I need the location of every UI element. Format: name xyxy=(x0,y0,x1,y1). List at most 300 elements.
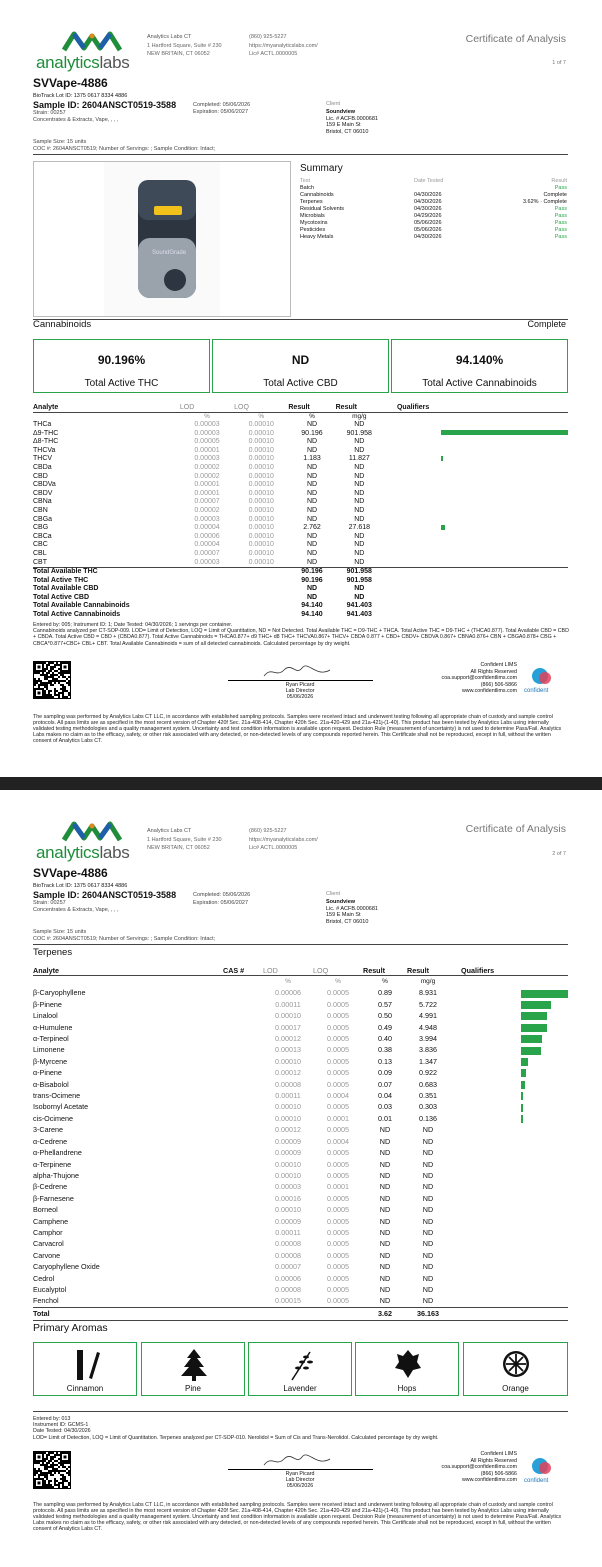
terp-loq: 0.0005 xyxy=(327,1056,349,1066)
qr-module xyxy=(50,1484,52,1486)
cann-result-mg: ND xyxy=(354,549,365,557)
total-active-thc-value: 90.196% xyxy=(97,353,146,367)
confident-line3: coa.support@confidentlims.com xyxy=(441,675,517,681)
qr-module xyxy=(68,1462,70,1464)
qr-module xyxy=(62,696,64,698)
signature-date: 05/06/2026 xyxy=(286,1483,314,1490)
cann-result-pct: 1.183 xyxy=(303,455,321,463)
qr-module xyxy=(64,688,66,690)
terp-loq: 0.0005 xyxy=(327,1250,349,1260)
terp-qualifier-cell xyxy=(449,1022,568,1033)
qr-module xyxy=(48,682,50,684)
qr-module xyxy=(62,680,64,682)
terp-loq: 0.0005 xyxy=(327,1205,349,1215)
cann-lod: 0.00004 xyxy=(194,541,220,549)
cann-result-pct: ND xyxy=(306,446,318,454)
qr-module xyxy=(62,1464,64,1466)
terp-qualifier-cell xyxy=(449,1101,568,1112)
cann-lod: 0.00002 xyxy=(194,506,220,514)
terpene-row xyxy=(33,1193,568,1204)
qr-module xyxy=(62,1470,64,1472)
cannabinoid-row xyxy=(33,516,568,525)
aroma-label-hops: Hops xyxy=(397,1384,417,1393)
qr-module xyxy=(58,1472,60,1474)
qr-module xyxy=(50,1460,52,1462)
terpene-row xyxy=(33,1250,568,1261)
cann-total-mg: 901.958 xyxy=(346,576,372,584)
confident-logo xyxy=(524,666,560,702)
qr-module xyxy=(50,666,52,668)
qr-module xyxy=(58,696,60,698)
cannabinoids-status: Complete xyxy=(527,319,566,329)
qr-module xyxy=(66,690,68,692)
terp-result-bar xyxy=(521,1092,523,1100)
summary-header-result: Result xyxy=(551,178,567,184)
cann-analyte: CBC xyxy=(33,541,48,549)
qr-module xyxy=(58,664,60,666)
qr-module xyxy=(44,682,46,684)
terp-loq: 0.0005 xyxy=(327,1170,349,1180)
sample-id: Sample ID: 2604ANSCT0519-3588 xyxy=(33,100,177,110)
terp-result-pct: ND xyxy=(379,1216,391,1226)
qr-module xyxy=(52,1468,54,1470)
qr-module xyxy=(54,678,56,680)
terp-loq: 0.0005 xyxy=(327,1284,349,1294)
qr-finder-center xyxy=(38,666,41,669)
terp-analyte: Fenchol xyxy=(33,1296,59,1306)
cann-header-result-pct: Result xyxy=(288,404,310,411)
qr-code[interactable] xyxy=(33,661,71,699)
cann-result-mg: ND xyxy=(354,481,365,489)
qr-module xyxy=(54,682,56,684)
terpene-row xyxy=(33,1261,568,1272)
terp-result-mg: ND xyxy=(422,1193,434,1203)
qr-module xyxy=(48,696,50,698)
qr-module xyxy=(68,692,70,694)
cann-result-mg: ND xyxy=(354,498,365,506)
device-brand-text: SoundGrade xyxy=(152,250,187,256)
terp-result-pct: ND xyxy=(379,1136,391,1146)
terp-header-lod: LOD xyxy=(263,966,278,975)
qr-module xyxy=(50,668,52,670)
terp-result-mg: ND xyxy=(422,1182,434,1192)
cann-result-pct: ND xyxy=(306,558,318,566)
qr-module xyxy=(56,670,58,672)
terp-analyte: α-Phellandrene xyxy=(33,1148,82,1158)
qr-module xyxy=(46,1476,48,1478)
analytics-labs-logo-p2 xyxy=(36,820,140,864)
terp-cas xyxy=(223,1227,263,1238)
terp-analyte: α-Pinene xyxy=(33,1068,62,1078)
cann-header-loq: LOQ xyxy=(234,404,249,411)
qr-module xyxy=(66,696,68,698)
cann-loq: 0.00010 xyxy=(248,489,274,497)
cann-qualifier-cell xyxy=(383,533,568,542)
confident-lims-info-p2 xyxy=(420,1451,517,1484)
qr-module xyxy=(46,1464,48,1466)
terp-result-pct: 0.38 xyxy=(378,1045,392,1055)
client-street: 159 E Main St xyxy=(326,912,361,918)
cann-loq: 0.00010 xyxy=(248,515,274,523)
cann-result-mg: 901.958 xyxy=(346,429,372,437)
cann-result-mg: ND xyxy=(354,558,365,566)
confident-logo-icon xyxy=(524,666,560,690)
qr-module xyxy=(40,684,42,686)
cann-total-analyte: Total Active THC xyxy=(33,576,89,584)
qr-module xyxy=(52,672,54,674)
terp-lod: 0.00017 xyxy=(275,1022,301,1032)
terp-qualifier-cell xyxy=(449,1204,568,1215)
qr-module xyxy=(56,1454,58,1456)
terp-qualifier-cell xyxy=(449,1261,568,1272)
qr-module xyxy=(42,674,44,676)
cann-result-pct: 90.196 xyxy=(301,429,323,437)
cann-total-qualifier xyxy=(383,611,568,620)
qr-module xyxy=(52,1486,54,1488)
terp-cas xyxy=(223,1022,263,1033)
terp-unit-lod: % xyxy=(285,978,291,985)
qr-module xyxy=(58,1462,60,1464)
cann-qualifier-cell xyxy=(383,541,568,550)
qr-module xyxy=(52,668,54,670)
qr-module xyxy=(52,676,54,678)
terp-result-mg: 0.683 xyxy=(419,1079,437,1089)
cann-lod: 0.00007 xyxy=(194,498,220,506)
terp-lod: 0.00012 xyxy=(275,1068,301,1078)
terp-header-result-pct: Result xyxy=(363,966,385,975)
summary-result: Pass xyxy=(554,206,567,212)
cann-lod: 0.00006 xyxy=(194,532,220,540)
signer-title: Lab Director xyxy=(285,688,315,695)
qr-module xyxy=(40,674,42,676)
terp-result-mg: ND xyxy=(422,1148,434,1158)
terpene-row xyxy=(33,1079,568,1090)
qr-module xyxy=(66,1480,68,1482)
terp-qualifier-cell xyxy=(449,1159,568,1170)
page-number-p2: 2 of 7 xyxy=(552,851,566,857)
summary-test: Terpenes xyxy=(300,199,323,205)
qr-module xyxy=(34,678,36,680)
qr-module xyxy=(38,672,40,674)
qr-module xyxy=(34,1474,36,1476)
terp-loq: 0.0005 xyxy=(327,1273,349,1283)
cann-lod: 0.00001 xyxy=(194,489,220,497)
qr-module xyxy=(52,1464,54,1466)
cann-total-analyte: Total Active Cannabinoids xyxy=(33,611,121,619)
terpene-row xyxy=(33,1295,568,1307)
qr-module xyxy=(68,676,70,678)
qr-module xyxy=(52,666,54,668)
terp-cas xyxy=(223,1056,263,1067)
summary-result: Complete xyxy=(543,192,567,198)
terp-analyte: α-Humulene xyxy=(33,1022,73,1032)
terp-result-mg: ND xyxy=(422,1262,434,1272)
qr-module xyxy=(48,690,50,692)
cann-total-qualifier xyxy=(383,585,568,594)
cann-result-mg: 27.618 xyxy=(348,524,371,532)
terp-lod: 0.00010 xyxy=(275,1113,301,1123)
terp-loq: 0.0005 xyxy=(327,1068,349,1078)
qr-module xyxy=(52,696,54,698)
summary-result: Pass xyxy=(554,185,567,191)
qr-module xyxy=(46,1484,48,1486)
terp-qualifier-cell xyxy=(449,1147,568,1158)
cann-header-result-mg: Result xyxy=(335,404,358,411)
logo-mark-icon xyxy=(62,820,122,844)
terp-qualifier-cell xyxy=(449,1136,568,1147)
qr-module xyxy=(52,1466,54,1468)
qr-module xyxy=(50,694,52,696)
cann-analyte: Δ9-THC xyxy=(33,429,59,437)
cann-qualifier-cell xyxy=(383,516,568,525)
qr-module xyxy=(36,1472,38,1474)
terp-qualifier-cell xyxy=(449,1044,568,1055)
qr-module xyxy=(40,1474,42,1476)
total-active-cannabinoids-label: Total Active Cannabinoids xyxy=(422,378,537,389)
qr-module xyxy=(36,680,38,682)
aroma-orange xyxy=(463,1342,568,1396)
terp-analyte: alpha-Thujone xyxy=(33,1170,79,1180)
qr-module xyxy=(44,692,46,694)
qr-module xyxy=(54,1482,56,1484)
product-name-p2: SVVape-4886 xyxy=(33,866,108,880)
cannabinoid-total-row xyxy=(33,585,568,594)
terp-result-mg: 0.351 xyxy=(419,1091,437,1101)
cann-lod: 0.00002 xyxy=(194,472,220,480)
terp-qualifier-cell xyxy=(449,1056,568,1067)
qr-module xyxy=(36,1470,38,1472)
qr-module xyxy=(50,1456,52,1458)
qr-module xyxy=(64,1476,66,1478)
terp-loq: 0.0005 xyxy=(327,1227,349,1237)
qr-module xyxy=(38,684,40,686)
qr-module xyxy=(58,1458,60,1460)
aroma-lavender xyxy=(248,1342,352,1396)
terpene-row xyxy=(33,1284,568,1295)
qr-module xyxy=(34,682,36,684)
terp-result-bar xyxy=(521,1069,526,1077)
coa-page-1 xyxy=(0,0,602,777)
qr-code-icon xyxy=(34,1452,70,1488)
qr-module xyxy=(44,1486,46,1488)
terp-qualifier-cell xyxy=(449,1170,568,1181)
product-image xyxy=(33,161,291,317)
qr-module xyxy=(62,1462,64,1464)
qr-module xyxy=(56,662,58,664)
cann-analyte: CBL xyxy=(33,549,47,557)
client-city: Bristol, CT 06010 xyxy=(326,128,369,135)
summary-date: 04/30/2026 xyxy=(414,192,442,198)
client-license: Lic. # ACFB.0000681 xyxy=(326,905,378,912)
terp-cas xyxy=(223,1033,263,1044)
terp-loq: 0.0005 xyxy=(327,988,349,998)
qr-module xyxy=(38,1468,40,1470)
terp-result-mg: 0.303 xyxy=(419,1102,437,1112)
qr-module xyxy=(50,662,52,664)
qr-module xyxy=(64,1470,66,1472)
qr-module xyxy=(34,672,36,674)
terp-qualifier-cell xyxy=(449,1033,568,1044)
qr-module xyxy=(50,1458,52,1460)
qr-module xyxy=(38,686,40,688)
terp-loq: 0.0004 xyxy=(327,1091,349,1101)
cann-result-bar xyxy=(441,525,445,530)
terp-loq: 0.0005 xyxy=(327,1216,349,1226)
qr-module xyxy=(68,694,70,696)
summary-result: Pass xyxy=(554,227,567,233)
qr-module xyxy=(58,1486,60,1488)
cann-qualifier-cell xyxy=(383,430,568,439)
cann-loq: 0.00010 xyxy=(248,472,274,480)
cann-loq: 0.00010 xyxy=(248,446,274,454)
terp-result-mg: ND xyxy=(422,1136,434,1146)
confident-line2: All Rights Reserved xyxy=(470,668,517,675)
qr-module xyxy=(52,1462,54,1464)
qr-module xyxy=(54,680,56,682)
qr-code-p2[interactable] xyxy=(33,1451,71,1489)
terp-qualifier-cell xyxy=(449,1227,568,1238)
cann-result-mg: ND xyxy=(354,438,365,446)
cann-total-qualifier xyxy=(383,577,568,586)
terp-cas xyxy=(223,1273,263,1284)
terp-loq: 0.0005 xyxy=(327,1148,349,1158)
cann-analyte: CBDV xyxy=(33,489,53,497)
qr-module xyxy=(48,680,50,682)
qr-module xyxy=(44,668,46,670)
qr-module xyxy=(38,1474,40,1476)
qr-module xyxy=(42,1472,44,1474)
terp-cas xyxy=(223,1136,263,1147)
terp-total-qualifier xyxy=(449,1307,568,1319)
terp-analyte: Linalool xyxy=(33,1011,58,1021)
terp-analyte: α-Bisabolol xyxy=(33,1079,69,1089)
qr-module xyxy=(56,680,58,682)
cann-qualifier-cell xyxy=(383,490,568,499)
qr-module xyxy=(58,694,60,696)
qr-module xyxy=(44,1474,46,1476)
qr-module xyxy=(46,686,48,688)
terp-result-pct: 0.40 xyxy=(378,1034,392,1044)
qr-module xyxy=(44,1452,46,1454)
qr-module xyxy=(50,1480,52,1482)
qr-module xyxy=(48,662,50,664)
lab-url[interactable]: https://myanalyticslabs.com/ xyxy=(249,836,318,843)
cann-total-mg: 901.958 xyxy=(346,568,372,576)
cann-qualifier-cell xyxy=(383,524,568,533)
qr-module xyxy=(34,1462,36,1464)
certificate-title-p2: Certificate of Analysis xyxy=(465,823,566,835)
aroma-label-cinnamon: Cinnamon xyxy=(66,1384,104,1393)
terpene-row xyxy=(33,1124,568,1135)
qr-module xyxy=(48,1486,50,1488)
expiration-date: Expiration: 05/06/2027 xyxy=(193,109,249,115)
cann-result-mg: ND xyxy=(354,446,365,454)
qr-module xyxy=(40,680,42,682)
qr-module xyxy=(50,670,52,672)
lavender-icon xyxy=(286,1348,316,1382)
summary-result: 3.62% · Complete xyxy=(522,199,567,205)
terp-qualifier-cell xyxy=(449,1273,568,1284)
confident-logo-icon xyxy=(524,1456,560,1480)
qr-module xyxy=(50,680,52,682)
qr-module xyxy=(46,1468,48,1470)
cann-result-pct: ND xyxy=(306,541,318,549)
cann-total-analyte: Total Available THC xyxy=(33,568,98,576)
aromas-divider xyxy=(33,1411,568,1412)
terp-unit-analyte xyxy=(33,976,223,988)
cannabinoid-row xyxy=(33,524,568,533)
qr-module xyxy=(56,694,58,696)
terp-unit-cas xyxy=(223,976,263,988)
terp-lod: 0.00010 xyxy=(275,1170,301,1180)
terp-result-pct: ND xyxy=(379,1239,391,1249)
terp-analyte: α-Terpinene xyxy=(33,1159,72,1169)
client-info-p2 xyxy=(326,899,378,925)
terp-header-loq: LOQ xyxy=(313,966,329,975)
qr-module xyxy=(40,1472,42,1474)
terp-qualifier-cell xyxy=(449,1010,568,1021)
terp-qualifier-cell xyxy=(449,1238,568,1249)
terpene-row xyxy=(33,1273,568,1284)
qr-module xyxy=(46,672,48,674)
cann-analyte: CBDa xyxy=(33,463,52,471)
terp-unit-qualifiers xyxy=(449,976,568,988)
orange-icon xyxy=(501,1348,531,1382)
lab-url[interactable]: https://myanalyticslabs.com/ xyxy=(249,42,318,49)
qr-module xyxy=(64,690,66,692)
terp-result-mg: ND xyxy=(422,1125,434,1135)
terpene-row xyxy=(33,1216,568,1227)
cann-loq: 0.00010 xyxy=(248,481,274,489)
cann-lod: 0.00003 xyxy=(194,429,220,437)
terp-loq: 0.0005 xyxy=(327,1034,349,1044)
cann-total-pct: 94.140 xyxy=(301,602,323,610)
qr-module xyxy=(56,1470,58,1472)
total-active-cannabinoids-value: 94.140% xyxy=(455,353,504,367)
terp-loq: 0.0004 xyxy=(327,1136,349,1146)
cann-lod: 0.00001 xyxy=(194,446,220,454)
qr-finder-center xyxy=(64,666,67,669)
terp-analyte: β-Pinene xyxy=(33,999,62,1009)
total-active-cbd-label: Total Active CBD xyxy=(263,378,338,389)
terp-loq: 0.0005 xyxy=(327,1011,349,1021)
qr-module xyxy=(34,1468,36,1470)
qr-module xyxy=(48,1460,50,1462)
qr-module xyxy=(60,672,62,674)
cann-unit-result-pct: % xyxy=(309,413,315,420)
lab-name: Analytics Labs CT xyxy=(147,828,192,834)
cann-analyte: CBCa xyxy=(33,532,52,540)
qr-module xyxy=(46,684,48,686)
cannabinoid-row xyxy=(33,447,568,456)
terpene-row xyxy=(33,1136,568,1147)
cann-lod: 0.00004 xyxy=(194,524,220,532)
terp-cas xyxy=(223,1170,263,1181)
terp-loq: 0.0005 xyxy=(327,1296,349,1306)
qr-module xyxy=(64,680,66,682)
qr-module xyxy=(54,1460,56,1462)
total-active-cbd-value: ND xyxy=(291,353,310,367)
qr-module xyxy=(46,1466,48,1468)
cann-result-mg: ND xyxy=(354,532,365,540)
terp-lod: 0.00006 xyxy=(275,988,301,998)
terp-analyte: Eucalyptol xyxy=(33,1284,67,1294)
terp-result-mg: 4.991 xyxy=(419,1011,437,1021)
cann-qualifier-cell xyxy=(383,507,568,516)
summary-header-test: Test xyxy=(300,178,311,184)
qr-module xyxy=(40,682,42,684)
qr-module xyxy=(62,684,64,686)
